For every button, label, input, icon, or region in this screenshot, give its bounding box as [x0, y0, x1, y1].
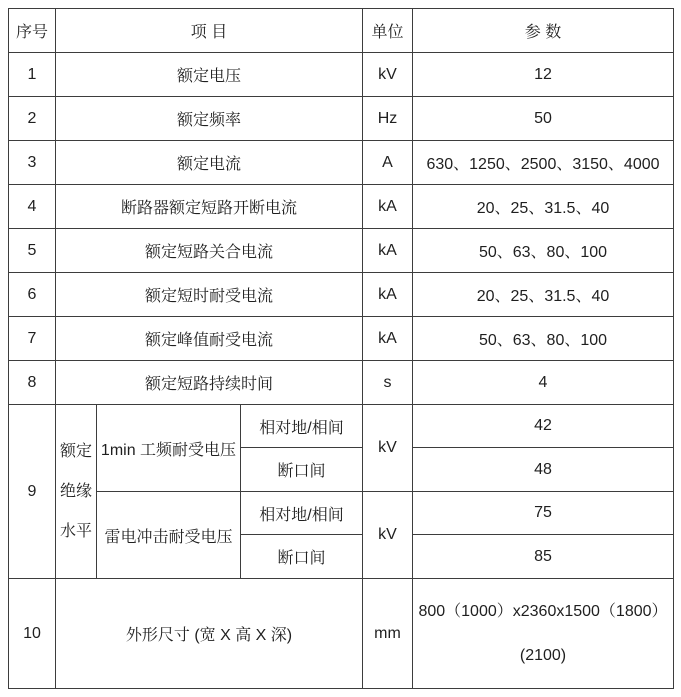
row2-serial: 2 [9, 97, 56, 141]
row6-unit: kA [363, 273, 413, 317]
row9-section2-sub1-param: 75 [413, 492, 674, 535]
row6-item: 额定短时耐受电流 [56, 273, 363, 317]
row9-section2-unit: kV [363, 492, 413, 579]
row9-section2-sub2-param: 85 [413, 535, 674, 579]
row10-param [413, 579, 674, 689]
row9-section1-sub2-param: 48 [413, 448, 674, 492]
header-item: 项 目 [56, 9, 363, 53]
row9-section1-name: 1min 工频耐受电压 [97, 405, 241, 492]
row4-serial: 4 [9, 185, 56, 229]
row10-serial: 10 [9, 579, 56, 689]
header-unit: 单位 [363, 9, 413, 53]
table-row [9, 229, 674, 273]
row10-unit: mm [363, 579, 413, 689]
row1-serial: 1 [9, 53, 56, 97]
row3-item: 额定电流 [56, 141, 363, 185]
table-row [9, 361, 674, 405]
row6-serial: 6 [9, 273, 56, 317]
row7-item: 额定峰值耐受电流 [56, 317, 363, 361]
row9-section2-name: 雷电冲击耐受电压 [97, 492, 241, 579]
row8-item: 额定短路持续时间 [56, 361, 363, 405]
row8-param: 4 [413, 361, 674, 405]
row4-item: 断路器额定短路开断电流 [56, 185, 363, 229]
row7-param: 50、63、80、100 [413, 317, 674, 361]
row9-section1-sub1-label: 相对地/相间 [241, 405, 363, 448]
row8-serial: 8 [9, 361, 56, 405]
row1-item: 额定电压 [56, 53, 363, 97]
row7-serial: 7 [9, 317, 56, 361]
table-row-insulation [9, 405, 674, 448]
group-label-line: 额定 [59, 442, 92, 460]
table-row [9, 97, 674, 141]
header-row [9, 9, 674, 53]
group-label-line: 绝缘 [59, 482, 92, 500]
table-row-dimensions [9, 579, 674, 689]
table-row [9, 53, 674, 97]
table-row [9, 185, 674, 229]
row2-param: 50 [413, 97, 674, 141]
row4-param: 20、25、31.5、40 [413, 185, 674, 229]
row2-unit: Hz [363, 97, 413, 141]
table-row [9, 141, 674, 185]
row9-section2-sub2-label: 断口间 [241, 535, 363, 579]
header-param: 参 数 [413, 9, 674, 53]
row10-item: 外形尺寸 (宽 X 高 X 深) [56, 579, 363, 689]
row5-item: 额定短路关合电流 [56, 229, 363, 273]
row9-serial: 9 [9, 405, 56, 579]
row2-item: 额定频率 [56, 97, 363, 141]
row9-section1-unit: kV [363, 405, 413, 492]
row1-unit: kV [363, 53, 413, 97]
row3-param: 630、1250、2500、3150、4000 [413, 141, 674, 185]
row8-unit: s [363, 361, 413, 405]
row7-unit: kA [363, 317, 413, 361]
row3-unit: A [363, 141, 413, 185]
row9-section1-sub2-label: 断口间 [241, 448, 363, 492]
table-row [9, 317, 674, 361]
header-serial: 序号 [9, 9, 56, 53]
row5-serial: 5 [9, 229, 56, 273]
row9-group-label [56, 405, 97, 579]
table-row [9, 273, 674, 317]
group-label-line: 水平 [59, 522, 92, 540]
row9-section1-sub1-param: 42 [413, 405, 674, 448]
row4-unit: kA [363, 185, 413, 229]
row1-param: 12 [413, 53, 674, 97]
row5-param: 50、63、80、100 [413, 229, 674, 273]
row5-unit: kA [363, 229, 413, 273]
spec-table [8, 8, 674, 689]
row3-serial: 3 [9, 141, 56, 185]
row9-section2-sub1-label: 相对地/相间 [241, 492, 363, 535]
row10-param-line1: 800（1000）x2360x1500（1800） [418, 602, 668, 620]
row10-param-line2: (2100) [519, 646, 567, 664]
table-row-insulation [9, 492, 674, 535]
row6-param: 20、25、31.5、40 [413, 273, 674, 317]
